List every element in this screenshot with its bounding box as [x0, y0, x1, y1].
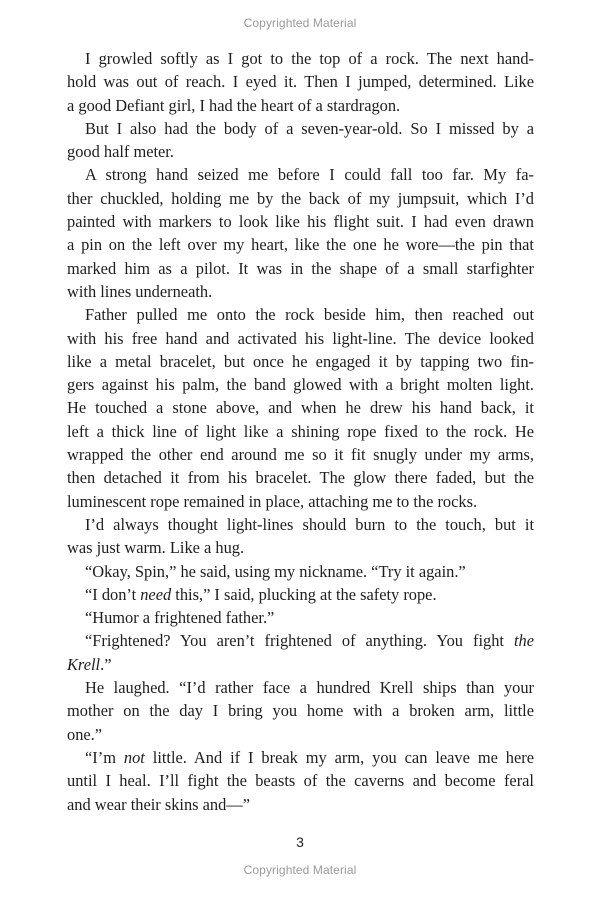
text-line: then detached it from his bracelet. The glow there faded, but the: [67, 468, 534, 488]
text-line: was just warm. Like a hug.: [67, 538, 245, 558]
text-line: “Frightened? You aren’t frightened of anything. You fight the: [85, 631, 534, 651]
text-line: “I don’t need this,” I said, plucking at the safety rope.: [85, 584, 437, 604]
text-line: hold was out of reach. I eyed it. Then I jumped, determined. Like: [67, 72, 534, 92]
copyright-watermark-top: Copyrighted Material: [243, 16, 357, 30]
text-line: until I heal. I’ll fight the beasts of the caverns and become feral: [67, 771, 534, 791]
text-line: one.”: [67, 724, 103, 744]
text-line: But I also had the body of a seven-year-old. So I missed by a: [85, 118, 534, 138]
text-line: “Okay, Spin,” he said, using my nickname. “Try it again.”: [85, 561, 466, 581]
text-line: a good Defiant girl, I had the heart of a stardragon.: [67, 95, 401, 115]
text-line: I’d always thought light-lines should burn to the touch, but it: [85, 514, 534, 534]
text-line: a pin on the left over my heart, like the one he wore—the pin that: [67, 235, 534, 255]
text-line: good half meter.: [67, 142, 174, 162]
text-line: wrapped the other end around me so it fit snugly under my arms,: [67, 445, 534, 465]
text-line: with lines underneath.: [67, 281, 213, 301]
text-line: luminescent rope remained in place, attaching me to the rocks.: [67, 491, 478, 511]
text-line: mother on the day I bring you home with a broken arm, little: [67, 701, 534, 721]
text-line: He touched a stone above, and when he drew his hand back, it: [67, 398, 534, 418]
text-line: left a thick line of light like a shining rope fixed to the rock. He: [67, 421, 534, 441]
page-body-text: [67, 47, 534, 816]
page-number: 3: [296, 834, 304, 850]
text-line: I growled softly as I got to the top of a rock. The next hand-: [85, 49, 534, 68]
text-line: like a metal bracelet, but once he engaged it by tapping two fin-: [67, 351, 534, 371]
text-line: “I’m not little. And if I break my arm, you can leave me here: [85, 747, 534, 767]
text-line: painted with markers to look like his flight suit. I had even drawn: [67, 212, 534, 232]
copyright-watermark-bottom: Copyrighted Material: [243, 863, 357, 877]
text-line: He laughed. “I’d rather face a hundred Krell ships than your: [85, 678, 534, 698]
text-line: A strong hand seized me before I could fall too far. My fa-: [85, 165, 534, 185]
text-line: gers against his palm, the band glowed with a bright molten light.: [67, 375, 534, 395]
text-line: with his free hand and activated his light-line. The device looked: [67, 328, 534, 348]
text-line: and wear their skins and—”: [67, 794, 250, 814]
text-line: “Humor a frightened father.”: [85, 608, 275, 628]
text-line: Father pulled me onto the rock beside him, then reached out: [85, 305, 534, 325]
text-line: ther chuckled, holding me by the back of my jumpsuit, which I’d: [67, 188, 534, 208]
text-line: marked him as a pilot. It was in the shape of a small starfighter: [67, 258, 534, 278]
text-line: Krell.”: [67, 654, 112, 674]
